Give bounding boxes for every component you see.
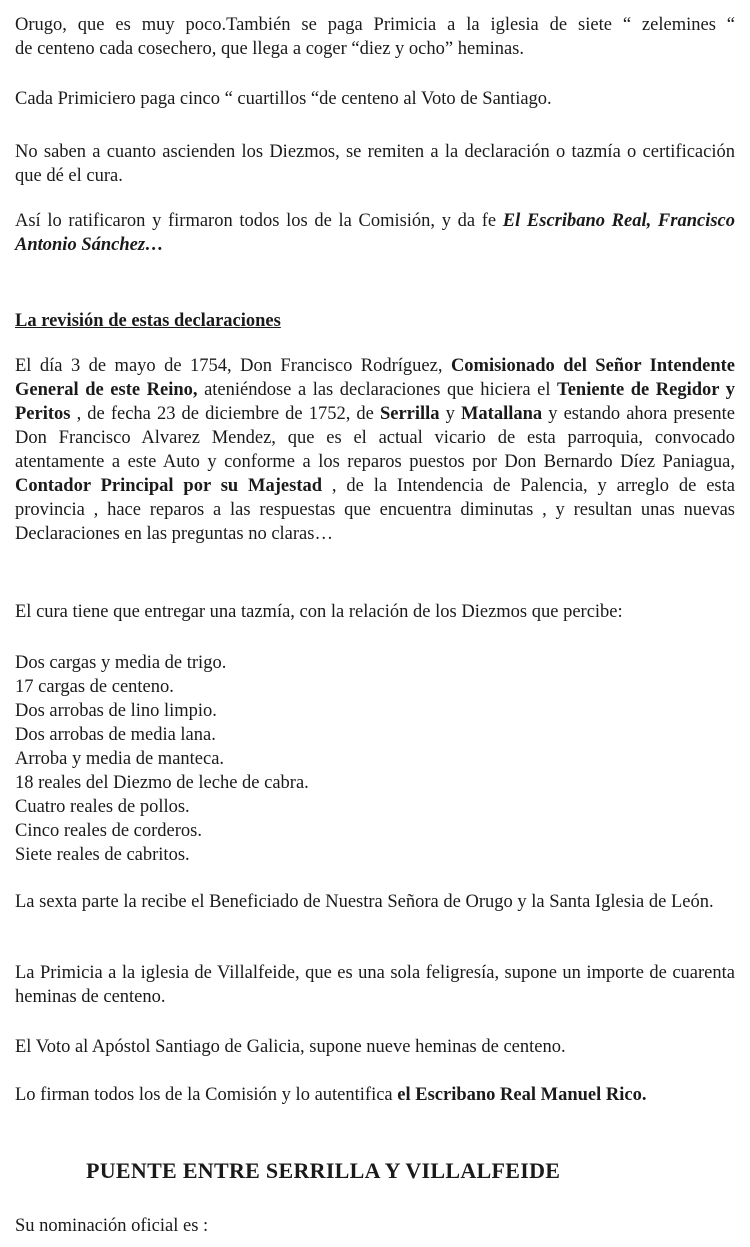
list-item: Dos arrobas de lino limpio. — [15, 701, 217, 721]
paragraph-ratificacion — [15, 209, 735, 257]
escribano-signature-1: El Escribano Real, Francisco Antonio Sánchez… — [15, 211, 735, 255]
escribano-signature-2: el Escribano Real Manuel Rico. — [397, 1085, 647, 1105]
paragraph-primicia-line-1: Orugo, que es muy poco.También se paga Primicia a la iglesia de siete “ zelemines “ — [15, 15, 735, 35]
paragraph-primicia-line-2: de centeno cada cosechero, que llega a coger “diez y ocho” heminas. — [15, 39, 525, 59]
sexta-parte-text: La sexta parte la recibe el Beneficiado de Nuestra Señora de Orugo y la Santa Iglesia de León. — [15, 892, 714, 912]
revision-text-6: , de la Intendencia de Palencia, y arreglo de esta provincia , hace reparos a las respuestas que encuentra diminutas , y resultan unas nuevas Declaraciones en las preguntas no claras… — [15, 476, 735, 544]
paragraph-primicia-villalfeide — [15, 961, 735, 1009]
paragraph-diezmos-text: No saben a cuanto ascienden los Diezmos, se remiten a la declaración o tazmía o certificación que dé el cura. — [15, 142, 735, 186]
revision-bold-matallana: Matallana — [460, 404, 543, 424]
revision-text-1: El día 3 de mayo de 1754, Don Francisco Rodríguez, — [15, 356, 451, 376]
firma-text: Lo firman todos los de la Comisión y lo autentifica — [15, 1085, 398, 1105]
list-item: Dos cargas y media de trigo. — [15, 653, 227, 673]
list-item: Cuatro reales de pollos. — [15, 797, 190, 817]
paragraph-voto-santiago: Cada Primiciero paga cinco “ cuartillos “de centeno al Voto de Santiago. — [15, 89, 552, 109]
revision-bold-teniente: Teniente de Regidor y Peritos — [15, 380, 735, 424]
revision-text-2: ateniéndose a las declaraciones que hiciera el — [197, 380, 558, 400]
paragraph-primicia — [15, 13, 735, 61]
paragraph-ratificacion-text: Así lo ratificaron y firmaron todos los de la Comisión, y da fe — [15, 211, 503, 231]
primicia-villalfeide-text: La Primicia a la iglesia de Villalfeide, que es una sola feligresía, supone un importe de cuarenta heminas de centeno. — [15, 963, 735, 1007]
revision-text-3: , de fecha 23 de diciembre de 1752, de — [70, 404, 380, 424]
paragraph-tazmia: El cura tiene que entregar una tazmía, con la relación de los Diezmos que percibe: — [15, 602, 623, 622]
revision-bold-comisionado: Comisionado del Señor Intendente General de este Reino, — [15, 356, 735, 400]
list-item: Siete reales de cabritos. — [15, 845, 190, 865]
revision-text-5: y estando ahora presente Don Francisco Alvarez Mendez, que es el actual vicario de esta parroquia, convocado atentamente a este Auto y conforme a los reparos puestos por Don Bernardo Díez Paniagua, — [15, 404, 735, 472]
revision-bold-serrilla: Serrilla — [379, 404, 440, 424]
tithes-list — [15, 651, 735, 867]
paragraph-revision — [15, 354, 735, 546]
paragraph-nominacion: Su nominación oficial es : — [15, 1216, 209, 1236]
list-item: Dos arrobas de media lana. — [15, 725, 216, 745]
section-heading-revision: La revisión de estas declaraciones — [15, 311, 281, 331]
paragraph-sexta-parte — [15, 890, 735, 914]
paragraph-firma — [15, 1083, 705, 1107]
list-item: Arroba y media de manteca. — [15, 749, 225, 769]
list-item: Cinco reales de corderos. — [15, 821, 202, 841]
paragraph-diezmos — [15, 140, 735, 188]
list-item: 17 cargas de centeno. — [15, 677, 174, 697]
section-title-puente: PUENTE ENTRE SERRILLA Y VILLALFEIDE — [86, 1158, 561, 1183]
paragraph-voto-apostol: El Voto al Apóstol Santiago de Galicia, supone nueve heminas de centeno. — [15, 1037, 566, 1057]
list-item: 18 reales del Diezmo de leche de cabra. — [15, 773, 309, 793]
revision-text-4: y — [439, 404, 461, 424]
revision-bold-contador: Contador Principal por su Majestad — [15, 476, 323, 496]
